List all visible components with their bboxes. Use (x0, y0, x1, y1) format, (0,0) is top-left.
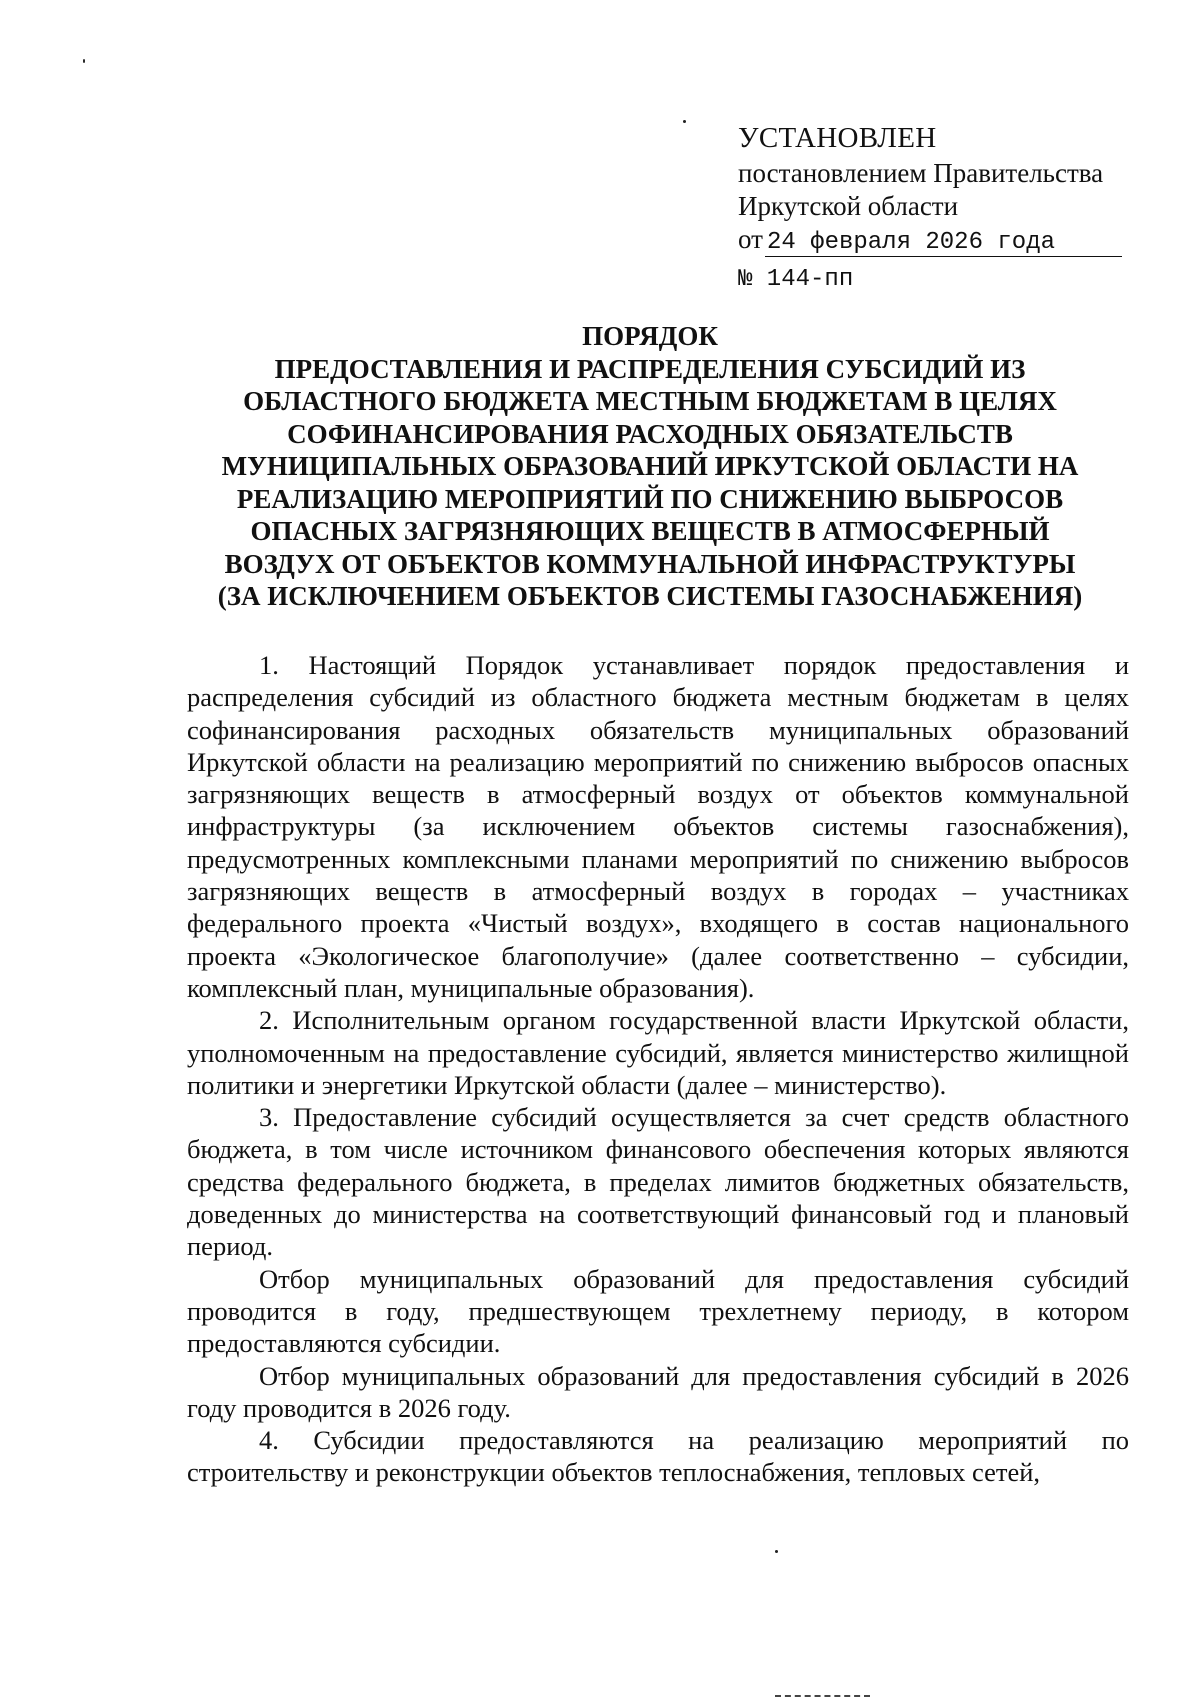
title-heading: ПОРЯДОК (582, 321, 718, 351)
paragraph-4: 4. Субсидии предоставляются на реализацию мероприятий по строительству и реконструкции объектов теплоснабжения, тепловых сетей, (187, 1425, 1129, 1488)
paragraph-3-selection-2026: Отбор муниципальных образований для предоставления субсидий в 2026 году проводится в 2026 году. (187, 1360, 1129, 1423)
approval-block (738, 122, 1138, 296)
paragraph-1: 1. Настоящий Порядок устанавливает порядок предоставления и распределения субсидий из областного бюджета местным бюджетам в целях софинансирования расходных обязательств муниципальных образований Иркутской области на реализацию мероприятий по снижению выбросов опасных загрязняющих веществ в атмосферный воздух от объектов коммунальной инфраструктуры (за исключением объектов системы газоснабжения), предусмотренных комплексными планами мероприятий по снижению выбросов загрязняющих веществ в атмосферный воздух в городах – участниках федерального проекта «Чистый воздух», входящего в состав национального проекта «Экологическое благополучие» (далее соответственно – субсидии, комплексный план, муниципальные образования). (187, 650, 1129, 1003)
title-line: ОБЛАСТНОГО БЮДЖЕТА МЕСТНЫМ БЮДЖЕТАМ В ЦЕЛЯХ (243, 386, 1057, 416)
paragraph-2: 2. Исполнительным органом государственной власти Иркутской области, уполномоченным на предоставление субсидий, является министерство жилищной политики и энергетики Иркутской области (далее – министерство). (187, 1005, 1129, 1100)
document-title (190, 320, 1110, 613)
title-line: МУНИЦИПАЛЬНЫХ ОБРАЗОВАНИЙ ИРКУТСКОЙ ОБЛАСТИ НА (221, 451, 1079, 481)
paragraph-3-selection: Отбор муниципальных образований для предоставления субсидий проводится в году, предшествующем трехлетнему периоду, в котором предоставляются субсидии. (187, 1263, 1129, 1359)
document-body (187, 649, 1129, 1489)
approval-date-row (738, 223, 1138, 257)
title-line: СОФИНАНСИРОВАНИЯ РАСХОДНЫХ ОБЯЗАТЕЛЬСТВ (287, 418, 1013, 449)
scan-speck (775, 1550, 778, 1553)
title-line: ОПАСНЫХ ЗАГРЯЗНЯЮЩИХ ВЕЩЕСТВ В АТМОСФЕРНЫЙ (250, 516, 1050, 546)
title-line: ВОЗДУХ ОТ ОБЪЕКТОВ КОММУНАЛЬНОЙ ИНФРАСТРУКТУРЫ (224, 548, 1076, 579)
approval-stamp-title: УСТАНОВЛЕН (738, 122, 937, 154)
scan-edge-mark (775, 1695, 870, 1699)
paragraph-3: 3. Предоставление субсидий осуществляется за счет средств областного бюджета, в том числе источником финансового обеспечения которых являются средства федерального бюджета, в пределах лимитов бюджетных обязательств, доведенных до министерства на соответствующий финансовый год и плановый период. (187, 1102, 1129, 1262)
approval-line-1: постановлением Правительства (738, 158, 1104, 188)
approval-line-2: Иркутской области (738, 191, 959, 221)
approval-date-value: 24 февраля 2026 года (765, 230, 1122, 257)
approval-number: № 144-пп (738, 266, 854, 293)
approval-date-prefix: от (738, 224, 763, 254)
scan-speck (683, 120, 686, 123)
title-line: ПРЕДОСТАВЛЕНИЯ И РАСПРЕДЕЛЕНИЯ СУБСИДИЙ ИЗ (274, 353, 1026, 384)
scan-speck (83, 59, 85, 63)
title-line: РЕАЛИЗАЦИЮ МЕРОПРИЯТИЙ ПО СНИЖЕНИЮ ВЫБРОСОВ (236, 483, 1064, 514)
title-line: (ЗА ИСКЛЮЧЕНИЕМ ОБЪЕКТОВ СИСТЕМЫ ГАЗОСНАБЖЕНИЯ) (217, 581, 1083, 611)
